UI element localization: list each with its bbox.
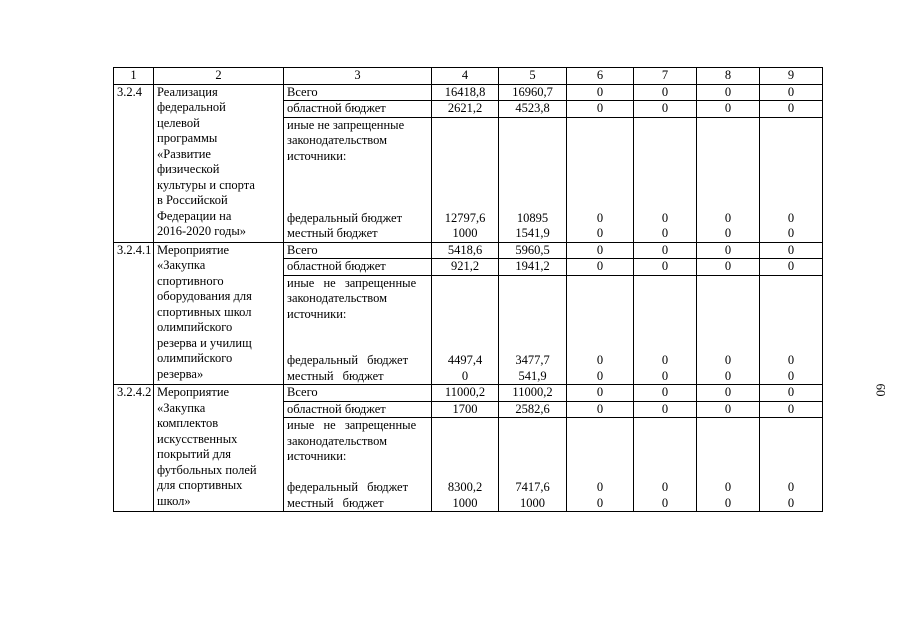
spacer	[435, 118, 495, 134]
value-cell: 0	[760, 385, 823, 402]
value-cell: 0	[634, 385, 697, 402]
source-line: местный бюджет	[287, 495, 384, 510]
value-cell	[432, 117, 499, 242]
spacer	[502, 180, 563, 196]
spacer	[435, 195, 495, 211]
spacer	[287, 322, 428, 338]
federal-value: 0	[724, 480, 732, 494]
source-label: областной бюджет	[284, 401, 432, 418]
source-label: Всего	[284, 84, 432, 101]
source-line: федеральный бюджет	[287, 480, 409, 494]
spacer	[570, 291, 630, 307]
spacer	[637, 338, 693, 354]
federal-value: 10895	[516, 210, 549, 225]
spacer	[700, 465, 756, 481]
header-cell: 5	[499, 68, 567, 85]
value-cell	[697, 117, 760, 242]
federal-value: 4497,4	[447, 353, 483, 367]
table-row	[114, 84, 823, 101]
federal-value: 7417,6	[515, 480, 550, 494]
local-value: 0	[661, 226, 669, 240]
value-cell: 11000,2	[432, 385, 499, 402]
spacer	[435, 307, 495, 323]
local-value: 0	[787, 226, 795, 240]
value-cell: 0	[634, 259, 697, 276]
item-name-line: «Развитие	[157, 146, 211, 161]
spacer	[637, 465, 693, 481]
item-name	[154, 385, 284, 512]
source-line: источники:	[287, 306, 347, 321]
item-code: 3.2.4	[114, 84, 154, 242]
value-cell: 11000,2	[499, 385, 567, 402]
spacer	[287, 195, 428, 211]
spacer	[700, 118, 756, 134]
value-cell: 0	[760, 101, 823, 118]
value-cell: 0	[567, 242, 634, 259]
value-cell: 0	[634, 242, 697, 259]
item-name-line: олимпийского	[157, 320, 233, 334]
federal-value: 0	[724, 210, 732, 225]
spacer	[637, 322, 693, 338]
source-label: Всего	[284, 242, 432, 259]
spacer	[763, 322, 819, 338]
spacer	[570, 276, 630, 292]
spacer	[700, 291, 756, 307]
local-value: 0	[787, 495, 795, 510]
federal-value: 0	[661, 210, 669, 225]
item-name-line: школ»	[157, 493, 191, 508]
value-cell: 0	[697, 101, 760, 118]
source-line: федеральный бюджет	[287, 353, 409, 367]
item-name-line: резерва»	[157, 366, 204, 381]
item-name-lines	[157, 243, 280, 383]
source-line: источники:	[287, 449, 347, 463]
spacer	[700, 180, 756, 196]
spacer	[763, 434, 819, 450]
value-cell: 16418,8	[432, 84, 499, 101]
federal-value: 0	[596, 210, 604, 225]
local-value: 0	[724, 368, 732, 383]
value-cell: 1700	[432, 401, 499, 418]
source-label	[284, 418, 432, 512]
item-name-line: искусственных	[157, 431, 238, 446]
spacer	[763, 180, 819, 196]
value-cell: 0	[567, 101, 634, 118]
spacer	[637, 449, 693, 465]
item-name-line: резерва и училищ	[157, 335, 252, 350]
item-name-line: оборудования для	[157, 289, 252, 303]
spacer	[637, 434, 693, 450]
spacer	[502, 322, 563, 338]
header-cell: 4	[432, 68, 499, 85]
spacer	[700, 276, 756, 292]
spacer	[570, 149, 630, 165]
value-cell: 0	[760, 84, 823, 101]
spacer	[435, 418, 495, 434]
page-number: 60	[873, 383, 889, 397]
spacer	[287, 465, 428, 481]
value-cell: 0	[567, 401, 634, 418]
source-label: областной бюджет	[284, 259, 432, 276]
value-cell	[634, 275, 697, 385]
spacer	[763, 307, 819, 323]
item-name-line: в Российской	[157, 193, 228, 207]
spacer	[502, 418, 563, 434]
local-value: 1000	[452, 226, 478, 240]
spacer	[502, 164, 563, 180]
spacer	[570, 322, 630, 338]
federal-value: 0	[787, 210, 795, 225]
spacer	[502, 149, 563, 165]
spacer	[637, 133, 693, 149]
item-name-line: федеральной	[157, 100, 226, 114]
spacer	[570, 164, 630, 180]
federal-value: 0	[596, 480, 604, 494]
spacer	[570, 133, 630, 149]
spacer	[287, 164, 428, 180]
source-label	[284, 117, 432, 242]
spacer	[637, 180, 693, 196]
spacer	[637, 418, 693, 434]
header-cell: 2	[154, 68, 284, 85]
value-cell	[760, 275, 823, 385]
spacer	[570, 449, 630, 465]
spacer	[435, 164, 495, 180]
spacer	[435, 338, 495, 354]
value-cell: 4523,8	[499, 101, 567, 118]
local-value: 0	[724, 495, 732, 510]
spacer	[570, 195, 630, 211]
value-cell: 0	[697, 84, 760, 101]
value-cell	[499, 418, 567, 512]
spacer	[502, 291, 563, 307]
item-name-line: программы	[157, 131, 218, 145]
spacer	[763, 418, 819, 434]
value-cell	[432, 275, 499, 385]
spacer	[763, 164, 819, 180]
spacer	[700, 195, 756, 211]
federal-value: 0	[787, 353, 795, 367]
value-cell: 0	[697, 242, 760, 259]
spacer	[435, 149, 495, 165]
header-cell: 7	[634, 68, 697, 85]
local-value: 541,9	[518, 368, 547, 383]
value-cell: 1941,2	[499, 259, 567, 276]
source-line: иные не запрещенные	[287, 418, 417, 432]
federal-value: 0	[596, 353, 604, 367]
value-cell: 5418,6	[432, 242, 499, 259]
federal-value: 0	[724, 353, 732, 367]
spacer	[763, 118, 819, 134]
spacer	[502, 195, 563, 211]
value-cell	[760, 418, 823, 512]
local-value: 1541,9	[515, 226, 550, 240]
value-cell: 0	[697, 385, 760, 402]
value-cell: 0	[567, 385, 634, 402]
local-value: 0	[596, 495, 604, 510]
spacer	[700, 149, 756, 165]
federal-value: 12797,6	[444, 210, 486, 225]
item-name-line: Федерации на	[157, 208, 232, 223]
item-name-line: олимпийского	[157, 351, 233, 365]
spacer	[502, 118, 563, 134]
spacer	[763, 291, 819, 307]
spacer	[435, 322, 495, 338]
federal-value: 0	[787, 480, 795, 494]
budget-table	[113, 67, 823, 512]
spacer	[435, 449, 495, 465]
source-label: областной бюджет	[284, 101, 432, 118]
source-line: местный бюджет	[287, 226, 378, 240]
item-name-line: «Закупка	[157, 258, 206, 272]
source-line: законодательством	[287, 133, 388, 147]
value-cell: 0	[760, 401, 823, 418]
value-cell: 0	[634, 401, 697, 418]
spacer	[570, 434, 630, 450]
spacer	[502, 307, 563, 323]
source-label	[284, 275, 432, 385]
spacer	[763, 149, 819, 165]
value-cell	[697, 275, 760, 385]
spacer	[502, 465, 563, 481]
item-name-lines	[157, 85, 280, 240]
spacer	[763, 338, 819, 354]
source-line: федеральный бюджет	[287, 210, 403, 225]
item-name-line: спортивного	[157, 273, 224, 288]
value-cell: 2621,2	[432, 101, 499, 118]
spacer	[435, 434, 495, 450]
header-cell: 8	[697, 68, 760, 85]
value-cell	[634, 418, 697, 512]
spacer	[570, 307, 630, 323]
item-name-line: культуры и спорта	[157, 177, 255, 192]
item-name-line: Мероприятие	[157, 242, 230, 257]
federal-value: 8300,2	[447, 480, 483, 494]
spacer	[287, 338, 428, 354]
header-cell: 9	[760, 68, 823, 85]
spacer	[570, 418, 630, 434]
value-cell: 5960,5	[499, 242, 567, 259]
value-cell: 0	[760, 242, 823, 259]
federal-value: 0	[661, 480, 669, 494]
spacer	[637, 307, 693, 323]
local-value: 1000	[452, 495, 478, 510]
local-value: 0	[661, 368, 669, 383]
spacer	[502, 434, 563, 450]
spacer	[570, 118, 630, 134]
item-name-line: Реализация	[157, 84, 218, 99]
source-line: законодательством	[287, 433, 388, 448]
local-value: 0	[461, 368, 469, 383]
federal-value: 0	[661, 353, 669, 367]
value-cell: 0	[697, 401, 760, 418]
item-name-line: «Закупка	[157, 400, 206, 415]
value-cell: 0	[567, 84, 634, 101]
spacer	[700, 164, 756, 180]
spacer	[700, 307, 756, 323]
spacer	[637, 118, 693, 134]
source-line: местный бюджет	[287, 368, 384, 383]
value-cell: 921,2	[432, 259, 499, 276]
table-row	[114, 242, 823, 259]
spacer	[637, 291, 693, 307]
local-value: 0	[596, 226, 604, 240]
header-cell: 6	[567, 68, 634, 85]
value-cell	[499, 117, 567, 242]
spacer	[570, 465, 630, 481]
value-cell	[697, 418, 760, 512]
spacer	[502, 338, 563, 354]
item-name	[154, 84, 284, 242]
item-name-line: Мероприятие	[157, 385, 230, 399]
item-name-line: физической	[157, 162, 220, 176]
spacer	[763, 449, 819, 465]
spacer	[435, 276, 495, 292]
spacer	[700, 434, 756, 450]
spacer	[763, 133, 819, 149]
header-cell: 1	[114, 68, 154, 85]
header-row	[114, 68, 823, 85]
spacer	[502, 276, 563, 292]
spacer	[763, 195, 819, 211]
local-value: 0	[661, 495, 669, 510]
local-value: 0	[596, 368, 604, 383]
spacer	[435, 133, 495, 149]
spacer	[700, 338, 756, 354]
value-cell	[760, 117, 823, 242]
source-line: источники:	[287, 148, 347, 163]
spacer	[763, 465, 819, 481]
spacer	[763, 276, 819, 292]
value-cell	[567, 418, 634, 512]
source-label: Всего	[284, 385, 432, 402]
spacer	[502, 449, 563, 465]
local-value: 0	[724, 226, 732, 240]
value-cell: 0	[760, 259, 823, 276]
source-line: законодательством	[287, 291, 388, 305]
spacer	[287, 180, 428, 196]
item-name-lines	[157, 385, 280, 509]
spacer	[700, 418, 756, 434]
value-cell	[567, 117, 634, 242]
item-code: 3.2.4.1	[114, 242, 154, 385]
value-cell	[499, 275, 567, 385]
spacer	[637, 149, 693, 165]
item-name-line: покрытий для	[157, 447, 231, 461]
table-row	[114, 385, 823, 402]
value-cell: 0	[634, 101, 697, 118]
item-name-line: 2016-2020 годы»	[157, 224, 247, 238]
local-value: 0	[787, 368, 795, 383]
spacer	[435, 180, 495, 196]
value-cell: 16960,7	[499, 84, 567, 101]
spacer	[570, 180, 630, 196]
spacer	[700, 133, 756, 149]
spacer	[637, 276, 693, 292]
value-cell: 0	[697, 259, 760, 276]
value-cell: 0	[567, 259, 634, 276]
item-name-line: футбольных полей	[157, 462, 257, 477]
spacer	[700, 322, 756, 338]
spacer	[502, 133, 563, 149]
spacer	[570, 338, 630, 354]
item-name	[154, 242, 284, 385]
source-line: иные не запрещенные	[287, 275, 417, 290]
federal-value: 3477,7	[515, 353, 550, 367]
header-cell: 3	[284, 68, 432, 85]
source-line: иные не запрещенные	[287, 117, 405, 132]
value-cell	[432, 418, 499, 512]
item-code: 3.2.4.2	[114, 385, 154, 512]
item-name-line: спортивных школ	[157, 304, 252, 319]
local-value: 1000	[520, 495, 545, 510]
spacer	[700, 449, 756, 465]
item-name-line: комплектов	[157, 416, 219, 430]
item-name-line: целевой	[157, 115, 200, 130]
spacer	[637, 195, 693, 211]
spacer	[637, 164, 693, 180]
spacer	[435, 465, 495, 481]
spacer	[435, 291, 495, 307]
value-cell	[634, 117, 697, 242]
value-cell	[567, 275, 634, 385]
item-name-line: для спортивных	[157, 478, 243, 492]
value-cell: 2582,6	[499, 401, 567, 418]
value-cell: 0	[634, 84, 697, 101]
